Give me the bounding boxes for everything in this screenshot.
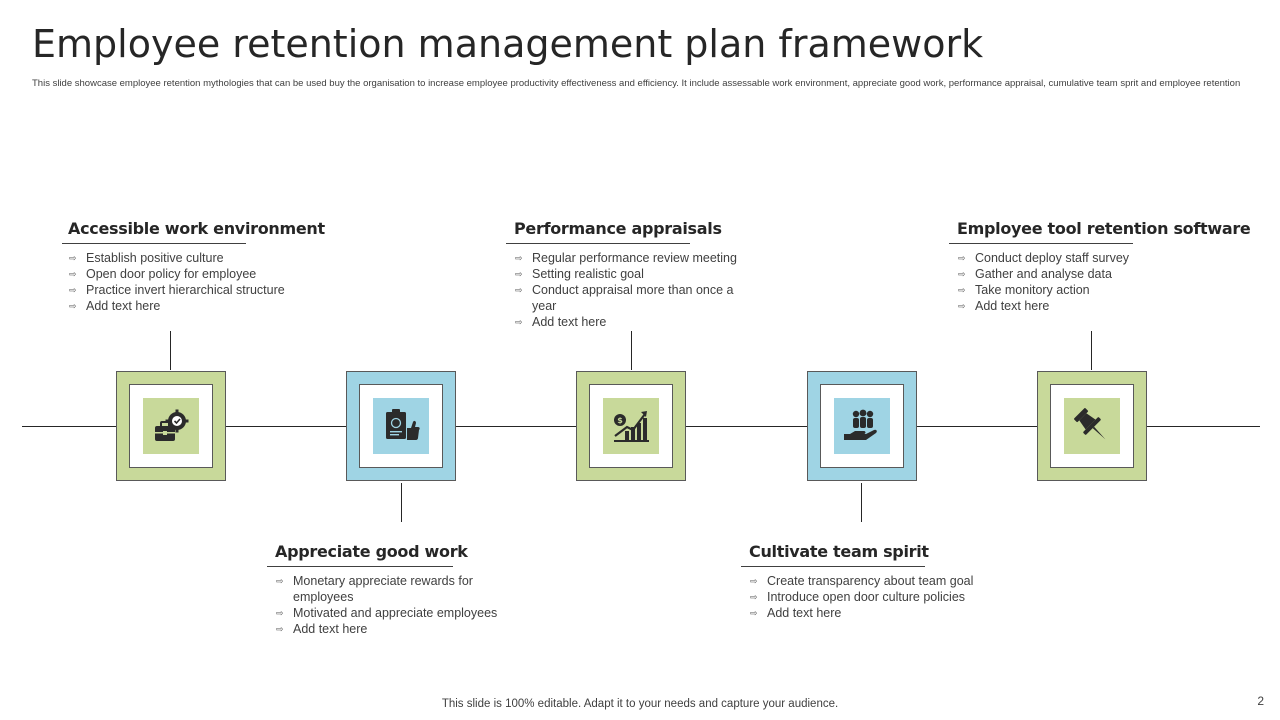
step-node-2 xyxy=(346,371,456,481)
step-block-5 xyxy=(957,219,1251,314)
arrow-bullet-icon: ⇨ xyxy=(69,253,77,263)
step-block-3 xyxy=(514,219,752,330)
step-list-3 xyxy=(514,250,752,330)
list-item xyxy=(957,266,1217,282)
step-list-5 xyxy=(957,250,1217,314)
step-divider-1 xyxy=(62,243,246,244)
step-list-1 xyxy=(68,250,308,314)
step-divider-3 xyxy=(506,243,690,244)
briefcase-gear-icon xyxy=(151,406,191,446)
slide-title: Employee retention management plan framework xyxy=(32,22,984,66)
arrow-bullet-icon: ⇨ xyxy=(276,576,284,586)
list-item xyxy=(749,589,999,605)
step-block-1 xyxy=(68,219,325,314)
list-item-text: Conduct appraisal more than once a year xyxy=(532,283,734,313)
step-heading-3: Performance appraisals xyxy=(514,219,722,238)
list-item xyxy=(514,282,752,314)
list-item-text: Introduce open door culture policies xyxy=(767,590,966,604)
step-divider-4 xyxy=(741,566,925,567)
list-item xyxy=(68,266,308,282)
list-item-text: Establish positive culture xyxy=(86,251,224,265)
list-item xyxy=(957,282,1217,298)
list-item xyxy=(275,573,515,605)
list-item-text: Motivated and appreciate employees xyxy=(293,606,498,620)
list-item xyxy=(275,621,515,637)
arrow-bullet-icon: ⇨ xyxy=(750,608,758,618)
list-item-text: Take monitory action xyxy=(975,283,1090,297)
step-block-2 xyxy=(275,542,515,637)
arrow-bullet-icon: ⇨ xyxy=(750,592,758,602)
list-item-text: Monetary appreciate rewards for employees xyxy=(293,574,473,604)
arrow-bullet-icon: ⇨ xyxy=(69,301,77,311)
connector-2 xyxy=(401,483,402,522)
list-item xyxy=(68,282,308,298)
step-node-3 xyxy=(576,371,686,481)
arrow-bullet-icon: ⇨ xyxy=(515,253,523,263)
list-item-text: Setting realistic goal xyxy=(532,267,644,281)
list-item-text: Conduct deploy staff survey xyxy=(975,251,1130,265)
step-heading-1: Accessible work environment xyxy=(68,219,325,238)
step-node-1 xyxy=(116,371,226,481)
list-item xyxy=(68,250,308,266)
list-item xyxy=(957,250,1217,266)
list-item-text: Add text here xyxy=(86,299,161,313)
step-list-2 xyxy=(275,573,515,637)
step-block-4 xyxy=(749,542,999,621)
growth-chart-icon xyxy=(611,406,651,446)
arrow-bullet-icon: ⇨ xyxy=(276,608,284,618)
arrow-bullet-icon: ⇨ xyxy=(515,285,523,295)
arrow-bullet-icon: ⇨ xyxy=(515,269,523,279)
step-heading-4: Cultivate team spirit xyxy=(749,542,929,561)
list-item xyxy=(514,250,752,266)
list-item xyxy=(514,314,752,330)
arrow-bullet-icon: ⇨ xyxy=(276,624,284,634)
slide-footer: This slide is 100% editable. Adapt it to your needs and capture your audience. xyxy=(441,698,839,710)
pushpin-icon xyxy=(1072,406,1112,446)
connector-3 xyxy=(631,331,632,370)
list-item-text: Add text here xyxy=(293,622,368,636)
list-item xyxy=(749,605,999,621)
step-list-4 xyxy=(749,573,999,621)
connector-1 xyxy=(170,331,171,370)
list-item-text: Add text here xyxy=(532,315,607,329)
connector-4 xyxy=(861,483,862,522)
list-item xyxy=(749,573,999,589)
step-node-4 xyxy=(807,371,917,481)
step-heading-2: Appreciate good work xyxy=(275,542,468,561)
team-hand-icon xyxy=(842,406,882,446)
arrow-bullet-icon: ⇨ xyxy=(69,285,77,295)
arrow-bullet-icon: ⇨ xyxy=(750,576,758,586)
list-item-text: Add text here xyxy=(975,299,1050,313)
step-divider-5 xyxy=(949,243,1133,244)
list-item-text: Regular performance review meeting xyxy=(532,251,737,265)
step-heading-5: Employee tool retention software xyxy=(957,219,1251,238)
list-item xyxy=(957,298,1217,314)
list-item-text: Practice invert hierarchical structure xyxy=(86,283,285,297)
list-item-text: Create transparency about team goal xyxy=(767,574,974,588)
arrow-bullet-icon: ⇨ xyxy=(69,269,77,279)
step-node-5 xyxy=(1037,371,1147,481)
arrow-bullet-icon: ⇨ xyxy=(958,269,966,279)
list-item-text: Add text here xyxy=(767,606,842,620)
arrow-bullet-icon: ⇨ xyxy=(958,301,966,311)
list-item-text: Gather and analyse data xyxy=(975,267,1112,281)
svg-text:$: $ xyxy=(617,416,623,425)
list-item xyxy=(514,266,752,282)
slide-subtitle: This slide showcase employee retention mythologies that can be used buy the organisation to increase employee productivity effectiveness and efficiency. It include assessable work environment, appreciate good work, performance appraisal, cumulative team sprit and employee retention xyxy=(32,78,1241,89)
arrow-bullet-icon: ⇨ xyxy=(958,285,966,295)
step-divider-2 xyxy=(267,566,453,567)
arrow-bullet-icon: ⇨ xyxy=(515,317,523,327)
list-item-text: Open door policy for employee xyxy=(86,267,257,281)
arrow-bullet-icon: ⇨ xyxy=(958,253,966,263)
page-number: 2 xyxy=(1257,694,1264,708)
list-item xyxy=(275,605,515,621)
list-item xyxy=(68,298,308,314)
connector-5 xyxy=(1091,331,1092,370)
certificate-thumbs-up-icon xyxy=(381,406,421,446)
